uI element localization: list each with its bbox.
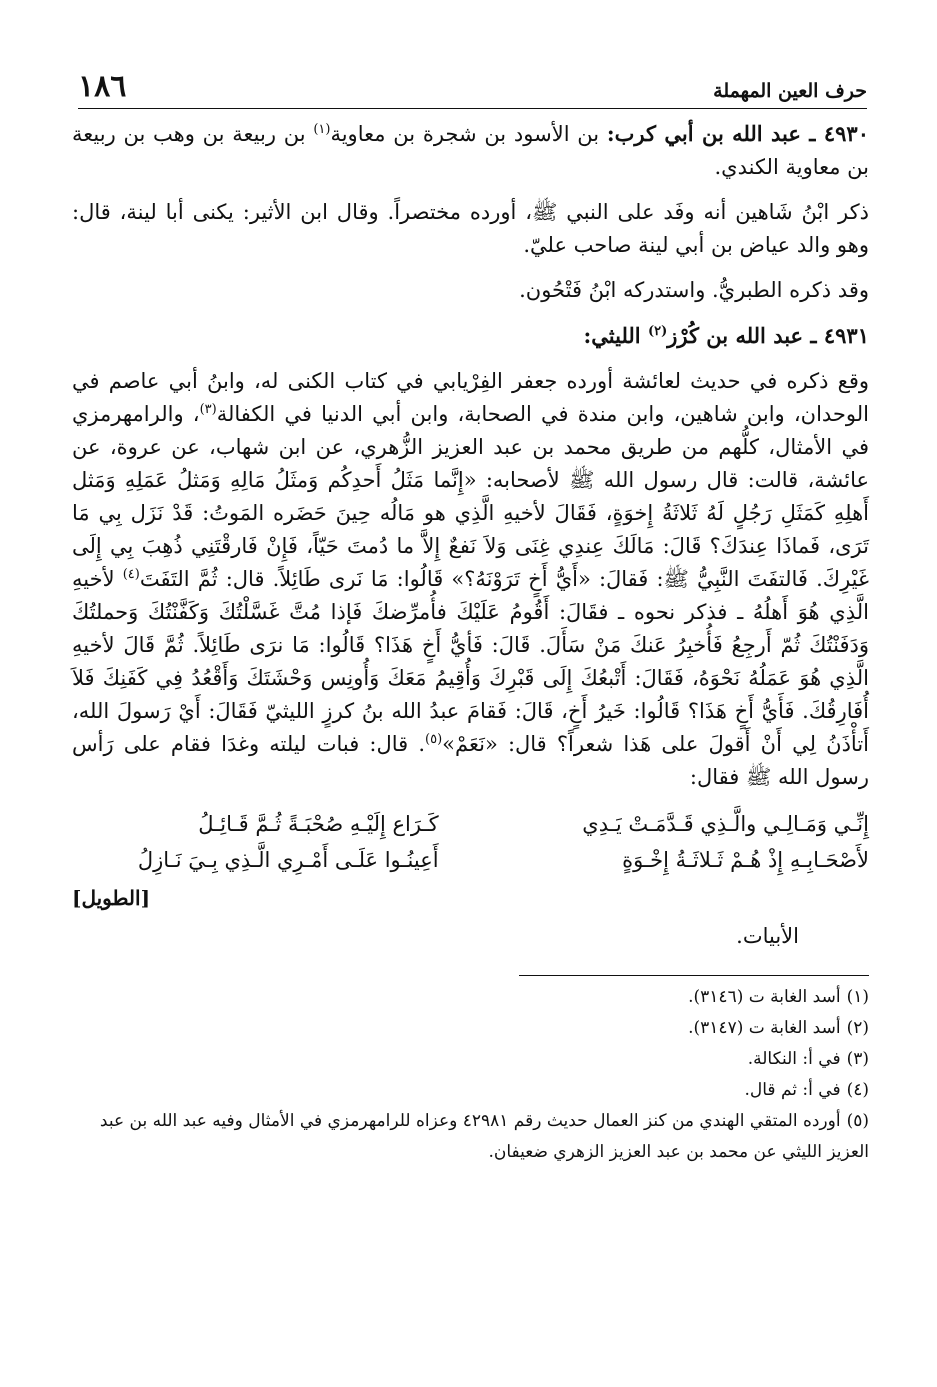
footnote-text: أسد الغابة ت (٣١٤٦). — [688, 987, 841, 1007]
footnote-divider — [519, 975, 869, 976]
entry-4931-text-a: وقع ذكره في حديث لعائشة أورده جعفر الفِرْيابي في كتاب الكنى له، وابنُ أبي عاصم في الوحدان، وابن شاهين، وابن مندة في الصحابة، وابن أبي الدنيا في الكفالة — [72, 369, 869, 426]
footnote-ref-3: (٣) — [199, 402, 217, 417]
page-header — [78, 70, 867, 109]
footnote-number: (٤) — [846, 1080, 869, 1100]
entry-4931-heading-line — [72, 319, 869, 353]
entry-4931-text-d: . قال: فبات ليلته وغدَا فقام على رَأس رسول الله ﷺ فقال: — [72, 732, 869, 789]
footnote-2 — [72, 1013, 869, 1044]
footnote-3 — [72, 1044, 869, 1075]
footnote-text: في أ: النكالة. — [747, 1049, 841, 1069]
footnote-number: (١) — [846, 987, 869, 1007]
poem-line-2-second-hemistich: أَعِينُـوا عَلَـى أَمْـرِي الَّـذِي بِـيَ نَـازِلُ — [137, 848, 439, 872]
poem-closing: الأبيات. — [736, 924, 799, 948]
entry-4930-paragraph-3: وقد ذكره الطبريُّ. واستدركه ابْنُ فَتْحُون. — [519, 278, 869, 302]
entry-4930-text-1: بن الأسود بن شجرة بن معاوية — [330, 122, 607, 146]
main-text — [72, 117, 869, 953]
poem-line-2-first-hemistich: لأَصْحَـابِـهِ إِذْ هُـمْ ثَـلاثَـةُ إِخْـوَةٍ — [622, 848, 869, 872]
entry-4931-text-b: ، والرامهرمزي في الأمثال، كلُّهم من طريق محمد بن عبد العزيز الزُّهري، عن ابن شهاب، عن عروة، عن عائشة، قالت: قال رسول الله ﷺ لأصحابه: «إِنَّما مَثَلُ أَحدِكُم وَمثَلُ مَالِهِ وَمَثلُ عَمَلِهِ وَمَثل أَهلِهِ كَمَثَلِ رَجُلٍ لَهُ ثَلاثَةُ إِخوَةٍ، فَقَالَ لأخيهِ الَّذِي هو مَالُه حِينَ حَضَره المَوتُ: قَدْ نَزَل بِي مَا تَرَى، فَماذَا عِندَكَ؟ قَالَ: مَالَكَ عِندِي غِنَى وَلاَ نَفعٌ إِلاَّ ما دُمتَ حَيّاً، فَإِنْ فَارقْتَنِي ذُهِبَ بِي إِلَى غَيْرِكَ. فَالتفَتَ النَّبِيُّ ﷺ: فَقالَ: «أَيُّ أَخٍ تَرَوْنَهُ؟» قَالُوا: مَا نَرى طَائِلاً. قال: ثُمَّ التَفَتَ — [72, 402, 870, 591]
footnote-number: (٣) — [846, 1049, 869, 1069]
footnotes — [72, 982, 869, 1168]
footnote-number: (٥) — [846, 1111, 869, 1131]
poem — [72, 808, 869, 914]
footnote-ref-4: (٤) — [122, 567, 140, 582]
poem-line-1 — [72, 808, 869, 840]
running-head: حرف العين المهملة — [713, 80, 867, 102]
entry-4930-paragraph — [72, 117, 869, 184]
footnote-ref-2: (٢) — [647, 324, 668, 339]
poem-line-1-first-hemistich: إِنِّـي وَمَـالِـي والَّـذِي قَـدَّمَـتْ يَـدِي — [582, 812, 869, 836]
footnote-ref-1: (١) — [313, 122, 331, 137]
entry-4931-paragraph — [72, 365, 869, 794]
entry-4930-heading: ٤٩٣٠ ـ عبد الله بن أبي كرب: — [606, 121, 869, 146]
poem-line-2 — [72, 844, 869, 876]
page-number: ١٨٦ — [78, 69, 127, 104]
footnote-number: (٢) — [846, 1018, 869, 1038]
footnote-text: أورده المتقي الهندي من كنز العمال حديث رقم ٤٢٩٨١ وعزاه للرامهرمزي في الأمثال وفيه عبد الله بن عبد العزيز الليثي عن محمد بن عبد العزيز الزهري ضعيفان. — [99, 1111, 869, 1162]
entry-4931-text-c: لأخيهِ الَّذِي هُوَ أَهلُهُ ـ فذكر نحوه ـ فقَالَ: أَقُومُ عَلَيْكَ فأُمرِّضكَ فَإذا مُتَّ غَسَّلْتُكَ وَكَفَّنْتُكَ وَحملتُكَ وَدَفَنْتُكَ ثُمّ أَرجِعُ فَأُخبِرُ عَنكَ مَنْ سَأَلَ. قَالَ: فَأيُّ أَخٍ هَذَا؟ قَالُوا: مَا نرَى طَائِلاً. ثُمَّ قَالَ لأخيهِ الَّذِي هُوَ عَمَلُهُ نَحْوَهُ، فَقَالَ: أَتْبعُكَ إِلَى قَبْرِكَ وَأُقِيمُ مَعَكَ وَأُونِس وَحْشَتَكَ وَأَقْعُدُ فِي كَفَنِكَ فَلاَ أُفَارِقُكَ. فَأَيُّ أَخٍ هَذَا؟ قَالُوا: خَيرُ أَخٍ، قَالَ: فَقامَ عبدُ الله بنُ كرزٍ الليثيّ فَقَالَ: أَيْ رَسولَ الله، أَتأْذَنُ لِي أَنْ أَقولَ على هَذا شعراً؟ قال: «نَعَمْ» — [72, 567, 869, 756]
poem-line-1-second-hemistich: كَـرَاع إِلَيْـهِ صُحْبَـةً ثُـمَّ قَـائِـلُ — [198, 812, 439, 836]
footnote-text: أسد الغابة ت (٣١٤٧). — [688, 1018, 841, 1038]
poem-meter: [الطويل] — [72, 886, 151, 910]
entry-4931-heading: ٤٩٣١ ـ عبد الله بن كُرْز — [667, 323, 869, 348]
entry-4930-text-2: بن ربيعة بن وهب بن ربيعة بن معاوية الكندي. — [72, 122, 869, 179]
entry-4931-heading-end: الليثي: — [583, 323, 648, 348]
footnote-ref-5: (٥) — [425, 732, 443, 747]
footnote-text: في أ: ثم قال. — [744, 1080, 841, 1100]
footnote-5 — [72, 1106, 869, 1168]
footnote-1 — [72, 982, 869, 1013]
footnote-4 — [72, 1075, 869, 1106]
entry-4930-paragraph-2: ذكر ابْنُ شَاهين أنه وفَد على النبي ﷺ، أورده مختصراً. وقال ابن الأثير: يكنى أبا لينة، قال: وهو والد عياض بن أبي لينة صاحب عليّ. — [72, 200, 869, 257]
